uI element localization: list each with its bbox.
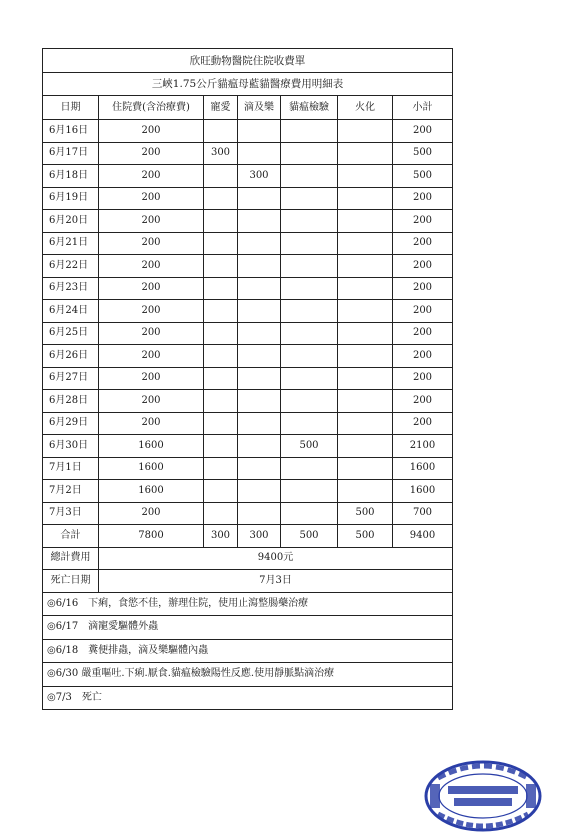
table-row: [43, 210, 453, 233]
cell-date: 6月28日: [43, 390, 99, 413]
cell-test: [281, 390, 338, 413]
cell-chongai: [204, 412, 238, 435]
cell-hospitalization: 200: [99, 165, 204, 188]
header-hospitalization: 住院費(含治療費): [99, 96, 204, 120]
cell-subtotal: 500: [393, 142, 453, 165]
cell-subtotal: 200: [393, 277, 453, 300]
table-row: [43, 412, 453, 435]
cell-chongai: [204, 390, 238, 413]
cell-date: 6月23日: [43, 277, 99, 300]
cell-chongai: [204, 210, 238, 233]
grand-total-label: 總計費用: [43, 547, 99, 570]
table-row: [43, 165, 453, 188]
cell-cremation: [338, 412, 393, 435]
cell-chongai: [204, 187, 238, 210]
table-row: [43, 457, 453, 480]
cell-hospitalization: 200: [99, 277, 204, 300]
note-text: ◎6/16 下痢，食慾不佳，辦理住院，使用止瀉整腸藥治療: [43, 592, 453, 616]
cell-test: [281, 480, 338, 503]
total-label: 合計: [43, 525, 99, 548]
cell-diji: [238, 390, 281, 413]
note-row: [43, 616, 453, 640]
cell-hospitalization: 1600: [99, 480, 204, 503]
cell-hospitalization: 200: [99, 120, 204, 143]
cell-date: 6月17日: [43, 142, 99, 165]
cell-cremation: [338, 210, 393, 233]
cell-test: [281, 502, 338, 525]
cell-chongai: [204, 322, 238, 345]
cell-date: 6月25日: [43, 322, 99, 345]
cell-chongai: [204, 255, 238, 278]
header-chongai: 寵愛: [204, 96, 238, 120]
cell-diji: [238, 412, 281, 435]
cell-hospitalization: 200: [99, 255, 204, 278]
total-chongai: 300: [204, 525, 238, 548]
header-diji: 滴及樂: [238, 96, 281, 120]
table-row: [43, 300, 453, 323]
cell-cremation: [338, 480, 393, 503]
cell-cremation: [338, 390, 393, 413]
cell-cremation: [338, 165, 393, 188]
table-row: [43, 120, 453, 143]
cell-date: 6月26日: [43, 345, 99, 368]
note-row: [43, 663, 453, 687]
cell-chongai: [204, 277, 238, 300]
cell-subtotal: 200: [393, 232, 453, 255]
cell-subtotal: 1600: [393, 457, 453, 480]
header-date: 日期: [43, 96, 99, 120]
cell-diji: [238, 502, 281, 525]
cell-test: [281, 165, 338, 188]
cell-diji: [238, 300, 281, 323]
cell-subtotal: 500: [393, 165, 453, 188]
hospital-stamp: [424, 760, 542, 832]
note-row: [43, 592, 453, 616]
totals-row: [43, 525, 453, 548]
cell-test: [281, 120, 338, 143]
cell-diji: [238, 457, 281, 480]
table-row: [43, 322, 453, 345]
cell-cremation: [338, 277, 393, 300]
cell-hospitalization: 200: [99, 367, 204, 390]
cell-diji: [238, 232, 281, 255]
cell-diji: [238, 187, 281, 210]
cell-cremation: [338, 435, 393, 458]
cell-subtotal: 200: [393, 345, 453, 368]
cell-diji: [238, 322, 281, 345]
cell-test: [281, 210, 338, 233]
cell-diji: [238, 435, 281, 458]
cell-subtotal: 200: [393, 390, 453, 413]
total-subtotal: 9400: [393, 525, 453, 548]
document-title: 欣旺動物醫院住院收費單: [43, 49, 453, 73]
table-row: [43, 502, 453, 525]
note-text: ◎6/30 嚴重嘔吐.下痢.厭食.貓瘟檢驗陽性反應.使用靜脈點滴治療: [43, 663, 453, 687]
table-row: [43, 232, 453, 255]
cell-hospitalization: 200: [99, 142, 204, 165]
note-text: ◎7/3 死亡: [43, 686, 453, 710]
cell-date: 6月19日: [43, 187, 99, 210]
cell-cremation: [338, 142, 393, 165]
grand-total-row: [43, 547, 453, 570]
cell-cremation: [338, 300, 393, 323]
table-row: [43, 187, 453, 210]
cell-cremation: 500: [338, 502, 393, 525]
cell-test: [281, 255, 338, 278]
cell-date: 6月24日: [43, 300, 99, 323]
cell-hospitalization: 200: [99, 412, 204, 435]
header-test: 貓瘟檢驗: [281, 96, 338, 120]
total-hospitalization: 7800: [99, 525, 204, 548]
cell-date: 6月20日: [43, 210, 99, 233]
note-row: [43, 639, 453, 663]
cell-date: 7月1日: [43, 457, 99, 480]
cell-date: 6月27日: [43, 367, 99, 390]
cell-chongai: [204, 457, 238, 480]
cell-chongai: [204, 345, 238, 368]
cell-hospitalization: 200: [99, 232, 204, 255]
cell-date: 6月21日: [43, 232, 99, 255]
cell-subtotal: 200: [393, 255, 453, 278]
invoice-document: [42, 48, 452, 710]
note-text: ◎6/18 糞便排蟲，滴及樂驅體內蟲: [43, 639, 453, 663]
fee-table: [42, 48, 453, 710]
cell-diji: [238, 210, 281, 233]
cell-date: 6月18日: [43, 165, 99, 188]
cell-test: [281, 232, 338, 255]
cell-cremation: [338, 120, 393, 143]
cell-subtotal: 1600: [393, 480, 453, 503]
cell-diji: [238, 367, 281, 390]
total-diji: 300: [238, 525, 281, 548]
cell-subtotal: 200: [393, 120, 453, 143]
cell-diji: [238, 120, 281, 143]
cell-chongai: [204, 300, 238, 323]
cell-diji: [238, 142, 281, 165]
cell-cremation: [338, 187, 393, 210]
note-text: ◎6/17 滴寵愛驅體外蟲: [43, 616, 453, 640]
cell-chongai: [204, 120, 238, 143]
cell-hospitalization: 200: [99, 390, 204, 413]
cell-chongai: 300: [204, 142, 238, 165]
cell-date: 6月22日: [43, 255, 99, 278]
cell-cremation: [338, 367, 393, 390]
cell-hospitalization: 200: [99, 345, 204, 368]
cell-cremation: [338, 232, 393, 255]
cell-chongai: [204, 435, 238, 458]
table-row: [43, 480, 453, 503]
cell-diji: 300: [238, 165, 281, 188]
header-cremation: 火化: [338, 96, 393, 120]
cell-test: [281, 277, 338, 300]
cell-test: [281, 457, 338, 480]
header-row: [43, 96, 453, 120]
cell-subtotal: 200: [393, 322, 453, 345]
cell-cremation: [338, 322, 393, 345]
cell-subtotal: 200: [393, 210, 453, 233]
header-subtotal: 小計: [393, 96, 453, 120]
cell-test: [281, 300, 338, 323]
cell-hospitalization: 200: [99, 322, 204, 345]
cell-test: [281, 187, 338, 210]
table-row: [43, 255, 453, 278]
cell-cremation: [338, 345, 393, 368]
cell-hospitalization: 200: [99, 210, 204, 233]
note-row: [43, 686, 453, 710]
cell-test: [281, 322, 338, 345]
total-cremation: 500: [338, 525, 393, 548]
cell-chongai: [204, 502, 238, 525]
cell-test: [281, 367, 338, 390]
cell-diji: [238, 480, 281, 503]
cell-cremation: [338, 457, 393, 480]
cell-date: 6月30日: [43, 435, 99, 458]
cell-date: 7月2日: [43, 480, 99, 503]
cell-test: 500: [281, 435, 338, 458]
cell-hospitalization: 1600: [99, 435, 204, 458]
cell-date: 7月3日: [43, 502, 99, 525]
grand-total-value: 9400元: [99, 547, 453, 570]
cell-hospitalization: 200: [99, 502, 204, 525]
cell-date: 6月16日: [43, 120, 99, 143]
death-date-row: [43, 570, 453, 593]
cell-cremation: [338, 255, 393, 278]
cell-test: [281, 142, 338, 165]
cell-subtotal: 200: [393, 300, 453, 323]
table-row: [43, 345, 453, 368]
cell-chongai: [204, 367, 238, 390]
table-row: [43, 367, 453, 390]
cell-diji: [238, 277, 281, 300]
table-row: [43, 277, 453, 300]
total-test: 500: [281, 525, 338, 548]
cell-date: 6月29日: [43, 412, 99, 435]
cell-hospitalization: 1600: [99, 457, 204, 480]
cell-hospitalization: 200: [99, 300, 204, 323]
cell-hospitalization: 200: [99, 187, 204, 210]
table-row: [43, 435, 453, 458]
death-date-value: 7月3日: [99, 570, 453, 593]
cell-subtotal: 200: [393, 367, 453, 390]
cell-test: [281, 345, 338, 368]
cell-chongai: [204, 165, 238, 188]
cell-chongai: [204, 232, 238, 255]
death-date-label: 死亡日期: [43, 570, 99, 593]
cell-diji: [238, 255, 281, 278]
cell-chongai: [204, 480, 238, 503]
table-row: [43, 390, 453, 413]
cell-test: [281, 412, 338, 435]
document-subtitle: 三峽1.75公斤貓瘟母藍貓醫療費用明細表: [43, 73, 453, 96]
cell-subtotal: 700: [393, 502, 453, 525]
cell-diji: [238, 345, 281, 368]
cell-subtotal: 200: [393, 187, 453, 210]
cell-subtotal: 200: [393, 412, 453, 435]
table-row: [43, 142, 453, 165]
cell-subtotal: 2100: [393, 435, 453, 458]
